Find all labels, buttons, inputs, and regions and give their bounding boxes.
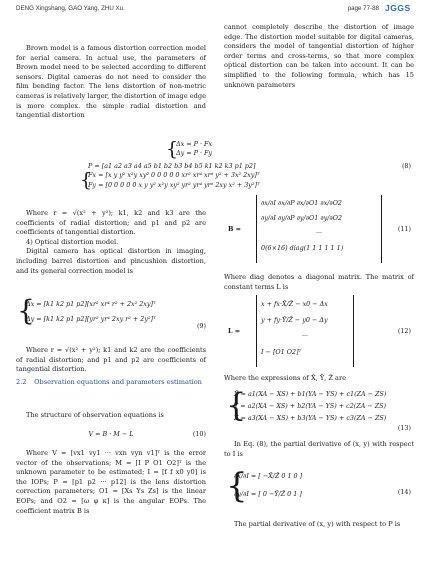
paragraph: Where V = [vx1 vy1 ··· vxn vyn v1]ᵀ is the error vector of the observations; M = [I P O1 O2]ᵀ is the unknown parameter to be estimated; I = [f f x0 y0] is the IOPs; P = [p1 p2 ··· p12] is the lens distortion correction parameters; O1 = [Xs Ys Zs] is the linear EOPs; and O2 = [ω φ κ] is the angular EOPs. The coefficient matrix B is <box>16 449 206 515</box>
right-column-top <box>224 23 414 90</box>
section-title: Observation equations and parameters estimation <box>34 378 202 386</box>
left-column-bottom <box>16 449 206 516</box>
section-number: 2.2 <box>16 378 27 386</box>
equation-line: Z̄ = a3(XA − XS) + b3(YA − YS) + c3(ZA − ZS) <box>234 414 387 422</box>
left-section-text <box>16 411 206 421</box>
right-column-mid1 <box>224 273 414 292</box>
matrix-row: I − [O1 O2]ᵀ <box>261 348 302 356</box>
paragraph: cannot completely describe the distortion of image edge. The distortion model suitable for digital cameras, considers the model of tangential distortion of higher order terms and cross-terms, so that more complex optical distortion can be taken into account. It can be simplified to the following formula, which has 15 unknown parameters <box>224 23 414 89</box>
equation-line: Δx = [k1 k2 p1 p2][xr² xr⁴ r² + 2x² 2xy]ᵀ <box>26 300 156 308</box>
paragraph: The partial derivative of (x, y) with respect to P is <box>234 520 401 528</box>
header-authors: DENG Xingshang, GAO Yang, ZHU Xu. <box>16 5 125 12</box>
equation-line: V = B · M − L <box>88 430 134 438</box>
paragraph: In Eq. (8), the partial derivative of (x, y) with respect to I is <box>224 440 414 458</box>
right-column-mid2 <box>224 374 414 384</box>
equation-line: P = [a1 a2 a3 a4 a5 b1 b2 b3 b4 b5 k1 k2 k3 p1 p2] <box>88 162 256 170</box>
matrix-row: ··· <box>301 332 309 340</box>
equation-12 <box>228 295 411 367</box>
equation-13: { X̄ = a1(XA − XS) + b1(YA − YS) + c1(ZA − ZS) Ȳ = a2(XA − XS) + b2(YA − YS) + c2(ZA − ZS) Z̄ = a3(XA − XS) + b3(YA − YS) + c3(ZA − ZS) (13) <box>226 386 411 432</box>
equation-line: ∂x/∂I = [ −X̄/Z̄ 0 1 0 ] <box>234 472 303 480</box>
section-heading <box>16 378 206 388</box>
paragraph: 4) Optical distortion model. <box>26 237 119 246</box>
left-column-middle <box>16 209 206 276</box>
matrix-row: ∂y/∂I ∂y/∂P ∂y/∂O1 ∂y/∂O2 <box>261 214 343 222</box>
equation-number: (9) <box>196 322 206 330</box>
equation-number: (10) <box>192 430 206 438</box>
equation-delta: { Δx = P · Fx Δy = P · Fy <box>166 138 213 160</box>
right-column-mid3 <box>224 440 414 459</box>
equation-number: (11) <box>397 225 411 233</box>
paragraph: Digital camera has optical distortion in imaging, including barrel distortion and pincushion distortion, and its general correction model is <box>16 247 206 275</box>
equation-line: X̄ = a1(XA − XS) + b1(YA − YS) + c1(ZA − ZS) <box>234 390 387 398</box>
paragraph: Where r = √(x² + y²); k1 and k2 are the coefficients of radial distortion; and p1 and p2 are coefficients of tangential distortion. <box>16 346 206 374</box>
left-column-top <box>16 44 206 121</box>
journal-logo <box>385 3 413 12</box>
equation-line: Δx = P · Fx <box>176 140 213 148</box>
equation-10 <box>16 430 206 438</box>
equation-11 <box>228 195 411 263</box>
equation-14: { ∂x/∂I = [ −X̄/Z̄ 0 1 0 ] ∂y/∂I = [ 0 −Ȳ/Z̄ 0 1 ] (14) <box>226 466 411 506</box>
paragraph: Where the expressions of X̄, Ȳ, Z̄ are <box>224 374 347 382</box>
equation-number: (14) <box>397 488 411 496</box>
equation-line: ∂y/∂I = [ 0 −Ȳ/Z̄ 0 1 ] <box>234 490 302 498</box>
matrix-row: x + fx·X̄/Z̄ − x0 − Δx <box>261 300 328 308</box>
equation-number: (12) <box>397 327 411 335</box>
left-column-after-eq9 <box>16 346 206 375</box>
paragraph: Where diag denotes a diagonal matrix. The matrix of constant terms L is <box>224 273 414 291</box>
equation-number: (8) <box>401 162 411 170</box>
equation-9: { Δx = [k1 k2 p1 p2][xr² xr⁴ r² + 2x² 2xy]ᵀ Δy = [k1 k2 p1 p2][yr² yr⁴ 2xy r² + 2y²]ᵀ (9) <box>26 297 206 327</box>
matrix-row: 0(6×16) diag(1 1 1 1 1 1) <box>261 244 344 252</box>
equation-line: Δy = [k1 k2 p1 p2][yr² yr⁴ 2xy r² + 2y²]ᵀ <box>26 315 156 323</box>
paragraph: Where r = √(x² + y²); k1, k2 and k3 are the coefficients of radial distortion; and p1 and p2 are coefficients of tangential distortion. <box>16 209 206 237</box>
equation-number: (13) <box>397 424 411 432</box>
page-header <box>0 0 427 16</box>
matrix-row: ··· <box>315 229 323 237</box>
right-column-bottom <box>224 520 414 530</box>
svg-text:JGGS: JGGS <box>385 3 411 12</box>
header-page-range: page 77-88 <box>347 5 379 12</box>
paragraph: The structure of observation equations is <box>26 411 164 419</box>
equation-lhs: L = <box>228 327 241 335</box>
matrix-row: ∂x/∂I ∂x/∂P ∂x/∂O1 ∂x/∂O2 <box>261 199 342 207</box>
paragraph: Brown model is a famous distortion correction model for aerial camera. In actual use, the parameters of Brown model need to be selected according to different sensors. Digital cameras do not need to consider the film bending factor. The lens distortion of non-metric cameras is relatively larger, the distortion of image edge is more complex. the simple radial distortion and tangential distortion <box>16 44 206 120</box>
matrix-row: y + fy·Ȳ/Z̄ − y0 − Δy <box>261 316 328 324</box>
equation-line: Fy = [0 0 0 0 0 x y y² x²y xy² yr² yr⁴ yr⁶ 2xy x² + 3y²]ᵀ <box>88 180 260 189</box>
equation-lhs: B = <box>228 225 241 233</box>
equation-line: Δy = P · Fy <box>176 149 213 157</box>
equation-line: Fx = [x y y² x²y xy² 0 0 0 0 0 xr² xr⁴ xr⁶ y² + 3x² 2xy]ᵀ <box>88 171 260 180</box>
equation-8: P = [a1 a2 a3 a4 a5 b1 b2 b3 b4 b5 k1 k2 k3 p1 p2] { Fx = [x y y² x²y xy² 0 0 0 0 0 xr² xr⁴ xr⁶ y² + 3x² 2xy]ᵀ Fy = [0 0 0 0 0 x y y² x²y xy² yr² yr⁴ yr⁶ 2xy x² + 3y²]ᵀ (8) <box>80 162 411 192</box>
equation-line: Ȳ = a2(XA − XS) + b2(YA − YS) + c2(ZA − ZS) <box>234 402 387 410</box>
